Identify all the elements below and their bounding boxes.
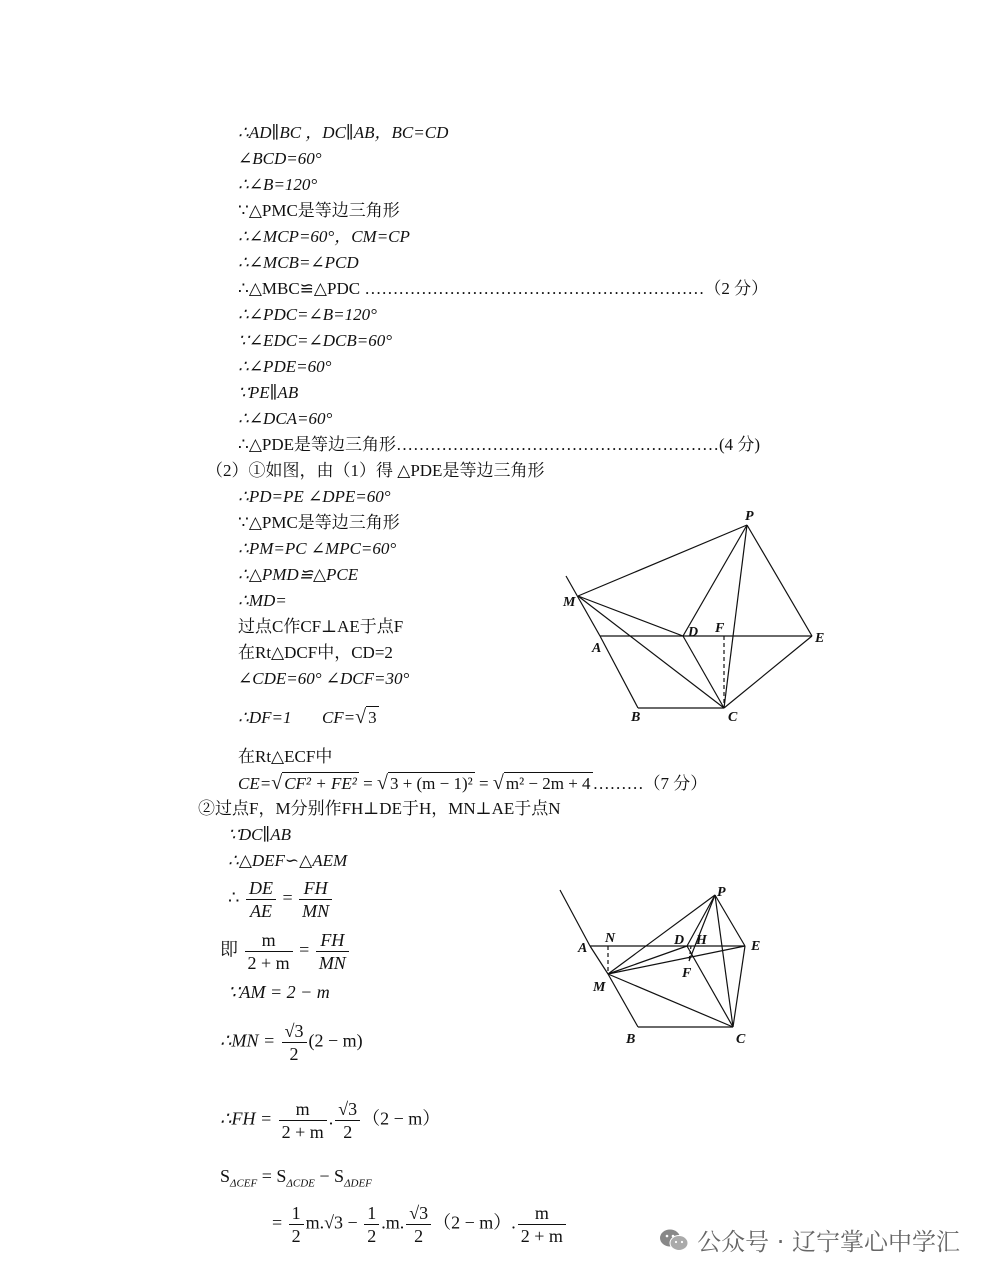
fig1-label-p: P: [745, 509, 754, 524]
fig2-label-c: C: [736, 1032, 746, 1047]
ce-radicand-3: m² − 2m + 4: [505, 774, 591, 793]
proof-line: ∴PD=PE ∠DPE=60°: [238, 487, 391, 506]
fig1-label-c: C: [728, 710, 738, 725]
rt-ecf-line: 在Rt△ECF中: [238, 747, 333, 766]
fig1-segment-dp: [683, 525, 747, 636]
proof-line: ∴∠PDE=60°: [238, 357, 332, 376]
proof-line: ∴∠PDC=∠B=120°: [238, 305, 377, 324]
proof-line: ∠CDE=60° ∠DCF=30°: [238, 669, 410, 688]
proof-line: ∴PM=PC ∠MPC=60°: [238, 539, 397, 558]
fig2-segment-mc: [608, 974, 733, 1027]
ce-line: CE=√ CF² + FE² = √ 3 + (m − 1)² = √ m² − 2m + 4 ………（7 分）: [238, 772, 708, 794]
wechat-icon: [659, 1227, 689, 1253]
am-line: ∵AM = 2 − m: [228, 982, 330, 1002]
watermark: [659, 1222, 960, 1257]
proof-line: ∵PE∥AB: [238, 383, 299, 402]
eq-sign: =: [479, 774, 489, 793]
area-line: $S_{\Delta CEF} = S_{\Delta CDE} - S_{\Delta DEF}$: [220, 1166, 372, 1190]
fig1-segment-mp: [578, 525, 747, 596]
fh-line: ∴FH = $\frac{m}{2 + m}$ . $\frac{√3}{2}$ （2 − m）: [220, 1099, 441, 1142]
fig2-segment-ce: [733, 946, 745, 1027]
fig1-label-f: F: [715, 621, 725, 636]
proof-line: ∵△PMC是等边三角形: [238, 513, 400, 532]
mn-line: ∴MN = $\frac{√3}{2}$ (2 − m): [220, 1021, 363, 1064]
watermark-text: 公众号 · 辽宁掌心中学汇: [697, 1228, 960, 1256]
proof-line: ∵DC∥AB: [228, 825, 292, 844]
proof-line: ∴MD=: [238, 591, 287, 610]
sqrt-radicand: 3: [368, 708, 377, 727]
fig2-label-d: D: [674, 933, 685, 948]
fig2-segment-am: [590, 946, 608, 974]
fig2-segment-mb: [608, 974, 638, 1027]
fig1-label-a: A: [592, 641, 602, 656]
fig1-label-d: D: [688, 625, 699, 640]
proof-line: ∴△PMD≌△PCE: [238, 565, 359, 584]
proof-line: ∴∠B=120°: [238, 175, 318, 194]
fig1-segment-ce: [724, 636, 812, 708]
proof-line: ∠BCD=60°: [238, 149, 322, 168]
proof-line: ∴AD∥BC ，DC∥AB，BC=CD: [238, 123, 449, 142]
ce-radicand-2: 3 + (m − 1)²: [389, 774, 473, 793]
eq-sign: =: [363, 774, 373, 793]
proof-line: 在Rt△DCF中，CD=2: [238, 643, 393, 662]
proof-line: ∴△MBC≌△PDC ……………………………………………………（2 分）: [238, 279, 769, 298]
fig2-label-e: E: [751, 939, 761, 954]
proof-line: ∴∠MCP=60°，CM=CP: [238, 227, 410, 246]
part2-header: （2）①如图，由（1）得 △PDE是等边三角形: [206, 461, 545, 480]
score-note: ………（7 分）: [592, 774, 708, 793]
proof-line: ∴△DEF∽△AEM: [228, 851, 348, 870]
ce-radicand-1: CF² + FE²: [284, 774, 357, 793]
proof-line: ∵∠EDC=∠DCB=60°: [238, 331, 393, 350]
fig1-label-b: B: [631, 710, 641, 725]
fig2-label-h: H: [696, 933, 707, 948]
fig1-segment-dc: [683, 636, 724, 708]
fig1-segment-ab: [600, 636, 638, 708]
fig1-label-e: E: [815, 631, 825, 646]
ratio-line-1: ∴ $\frac{DE}{AE}$ = $\frac{FH}{MN}$: [228, 877, 334, 922]
fig1-label-m: M: [563, 595, 576, 610]
proof-line: ∴△PDE是等边三角形…………………………………………………(4 分): [238, 435, 761, 454]
fig1-segment-md: [578, 596, 683, 636]
fig2-segment-dc: [687, 946, 733, 1027]
ce-lead: CE=: [238, 774, 272, 793]
fig2-label-n: N: [605, 931, 616, 946]
df-value: ∴DF=1: [238, 708, 292, 727]
proof-line: ∵△PMC是等边三角形: [238, 201, 400, 220]
cf-label: CF=: [321, 708, 356, 727]
fig2-segment-pc: [715, 895, 733, 1027]
fig2-label-f: F: [682, 966, 692, 981]
fig2-label-a: A: [578, 941, 588, 956]
proof-line: ∴∠MCB=∠PCD: [238, 253, 359, 272]
fig2-ray-line: [560, 890, 590, 946]
fig2-label-m: M: [593, 980, 606, 995]
geometry-figure-1: [555, 505, 835, 730]
fig1-segment-pe: [747, 525, 812, 636]
area-expansion: = $\frac{1}{2}$ m.√3 − $\frac{1}{2}$ .m. $\frac{√3}{2}$ （2 − m）. $\frac{m}{2 + m}$: [272, 1202, 568, 1247]
proof-line: 过点C作CF⊥AE于点F: [238, 617, 404, 636]
fig1-segment-pc: [724, 525, 747, 708]
df-cf-line: ∴DF=1 CF=√ 3: [238, 706, 377, 728]
ratio-line-2: 即 $\frac{m}{2 + m}$ = $\frac{FH}{MN}$: [220, 929, 351, 974]
geometry-figure-2: [555, 880, 770, 1050]
part2b-header: ②过点F，M分别作FH⊥DE于H，MN⊥AE于点N: [198, 799, 561, 818]
proof-line: ∴∠DCA=60°: [238, 409, 333, 428]
fig2-label-b: B: [626, 1032, 636, 1047]
fig2-label-p: P: [717, 885, 726, 900]
fig2-segment-pe: [715, 895, 745, 946]
